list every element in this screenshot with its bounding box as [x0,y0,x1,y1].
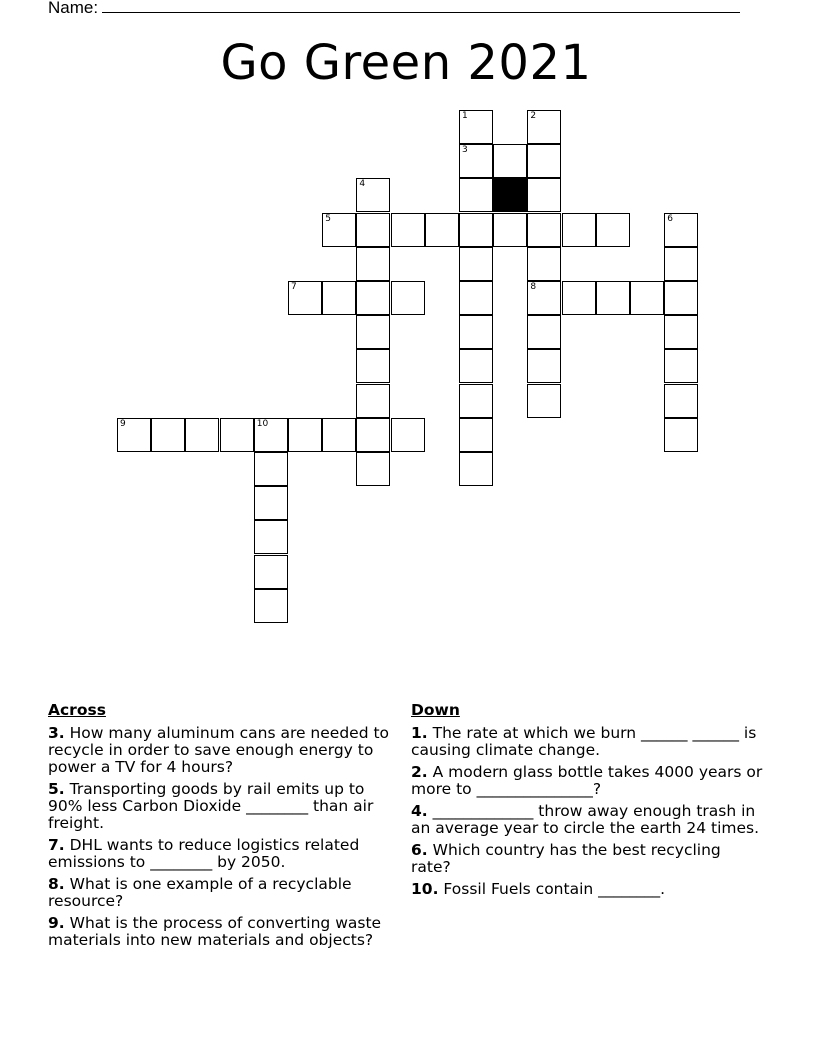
grid-cell[interactable] [664,213,698,247]
grid-cell[interactable] [664,281,698,315]
grid-cell[interactable] [356,247,390,281]
grid-cell[interactable] [356,349,390,383]
down-clues [411,700,763,903]
grid-cell[interactable] [459,349,493,383]
clue-number: 3 [462,145,468,156]
across-clue [48,781,400,832]
grid-cell[interactable] [527,144,561,178]
clue-number: 8 [530,282,537,292]
down-clue [411,842,763,876]
clue-number: 7 [291,282,297,292]
grid-cell[interactable] [391,281,425,315]
grid-cell[interactable] [254,520,288,554]
grid-cell[interactable] [356,452,390,486]
across-clue-list [48,725,400,949]
grid-cell[interactable] [664,315,698,349]
grid-cell[interactable] [596,213,630,247]
grid-cell[interactable] [562,213,596,247]
grid-cell[interactable] [185,418,219,452]
across-heading: Across [48,701,106,719]
grid-cell[interactable] [356,281,390,315]
down-clue [411,881,763,898]
grid-cell[interactable] [459,110,493,144]
grid-cell[interactable] [664,418,698,452]
grid-cell[interactable] [527,247,561,281]
grid-cell[interactable] [288,418,322,452]
puzzle-title: Go Green 2021 [220,35,592,91]
grid-cell[interactable] [527,384,561,418]
down-clue [411,803,763,837]
grid-cell[interactable] [254,418,288,452]
grid-cell[interactable] [459,452,493,486]
grid-cell[interactable] [356,418,390,452]
across-clue [48,876,400,910]
grid-cell[interactable] [459,384,493,418]
clue-number-label: 8. [48,875,65,893]
clue-text: A modern glass bottle takes 4000 years or more to _______________? [411,763,763,798]
clue-text: DHL wants to reduce logistics related emissions to ________ by 2050. [48,836,360,871]
grid-cell[interactable] [356,315,390,349]
clue-text: Transporting goods by rail emits up to 90% less Carbon Dioxide ________ than air freight. [48,780,374,832]
clue-text: What is the process of converting waste materials into new materials and objects? [48,914,382,949]
grid-cell[interactable] [322,418,356,452]
grid-cell[interactable] [322,281,356,315]
grid-cell[interactable] [527,315,561,349]
grid-cell[interactable] [664,384,698,418]
grid-cell[interactable] [459,247,493,281]
black-square [493,178,527,212]
grid-cell[interactable] [459,315,493,349]
clue-number-label: 10. [411,880,439,898]
clue-number: 4 [359,179,366,190]
across-clues [48,700,400,954]
clue-number-label: 7. [48,836,65,854]
grid-cell[interactable] [459,281,493,315]
clue-text: How many aluminum cans are needed to recycle in order to save enough energy to power a TV for 4 hours? [48,724,390,776]
grid-cell[interactable] [254,452,288,486]
down-clue [411,764,763,798]
across-clue [48,837,400,871]
grid-cell[interactable] [562,281,596,315]
grid-cell[interactable] [527,178,561,212]
clue-number: 5 [325,213,331,224]
grid-cell[interactable] [596,281,630,315]
grid-cell[interactable] [425,213,459,247]
clue-number-label: 1. [411,724,428,742]
grid-cell[interactable] [356,384,390,418]
grid-cell[interactable] [254,555,288,589]
grid-cell[interactable] [288,281,322,315]
grid-cell[interactable] [493,213,527,247]
clue-number: 1 [462,111,468,121]
clue-number-label: 9. [48,914,65,932]
grid-cell[interactable] [459,178,493,212]
clue-text: _____________ throw away enough trash in an average year to circle the earth 24 times. [411,802,760,837]
grid-cell[interactable] [356,178,390,212]
clue-text: The rate at which we burn ______ ______ is causing climate change. [411,724,757,759]
down-clue-list [411,725,763,898]
grid-cell[interactable] [527,110,561,144]
clue-number: 10 [256,418,269,429]
clue-number-label: 5. [48,780,65,798]
clue-text: Fossil Fuels contain ________. [443,880,666,898]
grid-cell[interactable] [391,418,425,452]
grid-cell[interactable] [664,247,698,281]
clue-number-label: 6. [411,841,428,859]
grid-cell[interactable] [117,418,151,452]
grid-cell[interactable] [459,418,493,452]
across-clue [48,915,400,949]
name-label: Name: [48,0,99,17]
clue-number: 9 [120,418,126,429]
grid-cell[interactable] [254,486,288,520]
grid-cell[interactable] [356,213,390,247]
grid-cell[interactable] [322,213,356,247]
grid-cell[interactable] [254,589,288,623]
grid-cell[interactable] [220,418,254,452]
clue-number: 6 [667,213,673,224]
down-heading: Down [411,701,460,719]
grid-cell[interactable] [630,281,664,315]
across-clue [48,725,400,776]
grid-cell[interactable] [151,418,185,452]
grid-cell[interactable] [391,213,425,247]
grid-cell[interactable] [664,349,698,383]
grid-cell[interactable] [459,213,493,247]
grid-cell[interactable] [493,144,527,178]
grid-cell[interactable] [527,281,561,315]
grid-cell[interactable] [527,349,561,383]
clue-number-label: 4. [411,802,428,820]
clue-number-label: 3. [48,724,65,742]
clue-text: What is one example of a recyclable resource? [48,875,352,910]
grid-cell[interactable] [527,213,561,247]
down-clue [411,725,763,759]
clue-number: 2 [530,111,537,121]
clue-text: Which country has the best recycling rate? [411,841,721,876]
clue-number-label: 2. [411,763,428,781]
grid-cell[interactable] [459,144,493,178]
